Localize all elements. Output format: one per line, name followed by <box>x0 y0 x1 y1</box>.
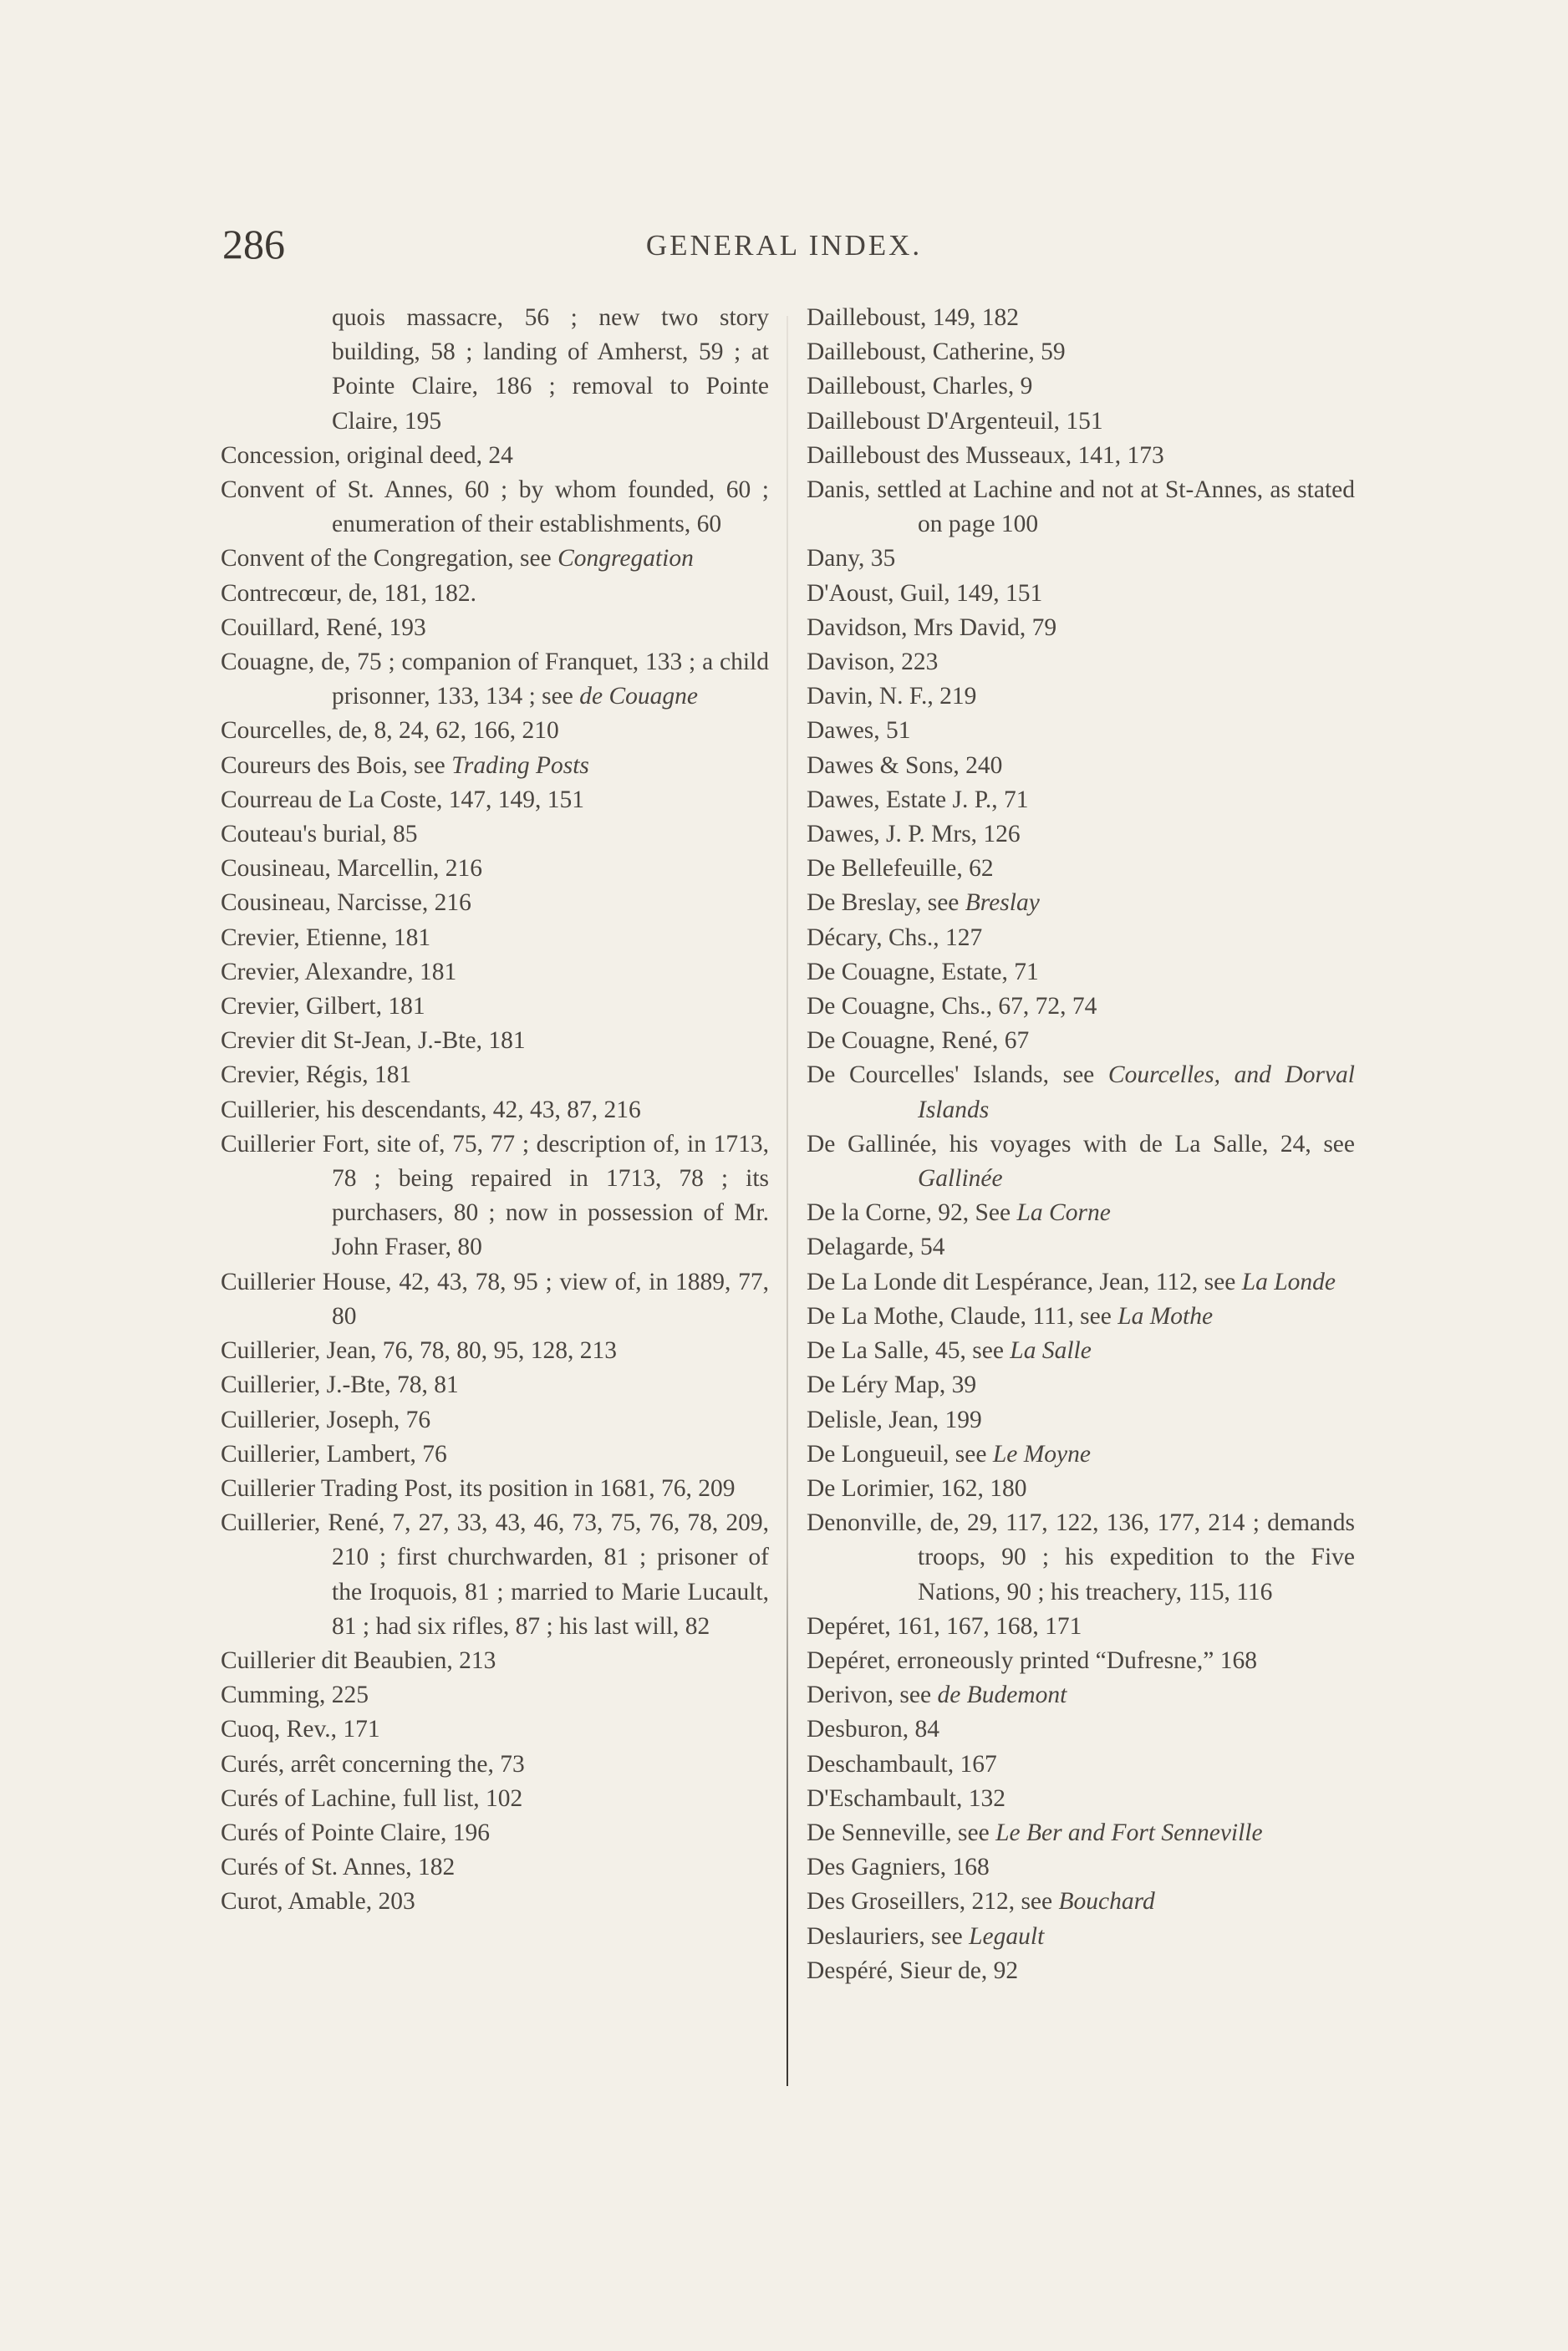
index-entry <box>807 1334 1355 1368</box>
index-entry-text: De Bellefeuille, 62 <box>807 855 994 883</box>
index-entry-text: Dawes, 51 <box>807 717 911 745</box>
index-entry-text: Cuillerier, his descendants, 42, 43, 87, 216 <box>221 1096 641 1123</box>
index-entry-text: Cuillerier, Joseph, 76 <box>221 1406 431 1433</box>
index-entry-text: Cuillerier Trading Post, its position in 1681, 76, 209 <box>221 1474 736 1502</box>
index-entry-text: De Gallinée, his voyages with de La Salle, 24, see <box>807 1130 1355 1158</box>
index-entry <box>221 714 769 748</box>
index-entry <box>221 439 769 473</box>
index-entry <box>807 439 1355 473</box>
index-entry-cross-reference: Breslay <box>965 889 1040 917</box>
index-entry-text: De Couagne, Estate, 71 <box>807 958 1039 985</box>
index-entry <box>221 1816 769 1850</box>
index-entry <box>807 783 1355 817</box>
index-entry-text: Cuillerier, Jean, 76, 78, 80, 95, 128, 213 <box>221 1337 618 1365</box>
index-entry-text: De La Londe dit Lespérance, Jean, 112, see <box>807 1268 1242 1295</box>
index-entry-text: Couillard, René, 193 <box>221 613 426 641</box>
index-entry-text: Curés of St. Annes, 182 <box>221 1854 456 1881</box>
index-entry <box>807 1472 1355 1506</box>
index-entry-cross-reference: Legault <box>969 1922 1045 1950</box>
index-entry-text: Denonville, de, 29, 117, 122, 136, 177, 214 ; demands troops, 90 ; his expedition to the Five Nations, 90 ; his treachery, 115, 116 <box>807 1509 1355 1605</box>
index-entry-text: De La Salle, 45, see <box>807 1337 1011 1365</box>
index-entry-text: Depéret, erroneously printed “Dufresne,” 168 <box>807 1646 1257 1674</box>
index-entry <box>807 1644 1355 1678</box>
index-entry-text: Curés of Pointe Claire, 196 <box>221 1819 490 1846</box>
index-entry-text: De Couagne, Chs., 67, 72, 74 <box>807 993 1097 1020</box>
index-entry <box>807 886 1355 920</box>
index-entry-cross-reference: La Mothe <box>1117 1302 1214 1330</box>
index-entry-text: Cousineau, Narcisse, 216 <box>221 889 471 917</box>
index-entry <box>221 1506 769 1644</box>
index-entry <box>807 301 1355 335</box>
index-entry-text: Dailleboust D'Argenteuil, 151 <box>807 407 1103 435</box>
index-entry-text: Cousineau, Marcellin, 216 <box>221 855 482 883</box>
index-entry-text: De Senneville, see <box>807 1819 996 1846</box>
index-entry-text: Deschambault, 167 <box>807 1750 997 1778</box>
index-entry-text: Dawes, Estate J. P., 71 <box>807 786 1029 813</box>
index-entry-text: Davison, 223 <box>807 649 939 676</box>
index-entry-cross-reference: Gallinée <box>918 1165 1003 1193</box>
index-entry-cross-reference: Courcelles, and Dorval Islands <box>918 1061 1356 1123</box>
index-entry <box>807 335 1355 369</box>
index-entry-text: Deslauriers, see <box>807 1922 970 1950</box>
index-entry-cross-reference: Le Moyne <box>992 1440 1091 1468</box>
index-entry <box>807 1850 1355 1885</box>
index-entry <box>807 1230 1355 1265</box>
index-entry-text: Dailleboust des Musseaux, 141, 173 <box>807 441 1164 469</box>
index-entry <box>221 611 769 645</box>
index-entry <box>221 1885 769 1919</box>
index-entry <box>807 1920 1355 1954</box>
index-entry-text: Contrecœur, de, 181, 182. <box>221 579 477 607</box>
index-entry-text: Dailleboust, 149, 182 <box>807 304 1020 331</box>
index-entry-text: Couteau's burial, 85 <box>221 821 418 848</box>
index-entry-cross-reference: Congregation <box>557 545 694 572</box>
index-entry-text: Curés, arrêt concerning the, 73 <box>221 1750 525 1778</box>
index-entry-text: De Breslay, see <box>807 889 965 917</box>
index-entry <box>221 990 769 1024</box>
index-entry <box>221 852 769 886</box>
index-entry <box>221 1678 769 1712</box>
index-entry-text: Crevier dit St-Jean, J.-Bte, 181 <box>221 1027 526 1055</box>
index-entry <box>221 1748 769 1782</box>
index-entry-text: Cumming, 225 <box>221 1682 369 1709</box>
index-entry <box>221 1334 769 1368</box>
index-entry-text: De Lorimier, 162, 180 <box>807 1474 1027 1502</box>
index-entry <box>807 1438 1355 1472</box>
index-entry <box>221 1850 769 1885</box>
index-entry <box>221 1024 769 1058</box>
index-entry-cross-reference: La Londe <box>1241 1268 1336 1295</box>
index-entry <box>807 1782 1355 1816</box>
index-entry <box>807 714 1355 748</box>
index-entry-text: Crevier, Etienne, 181 <box>221 924 431 951</box>
index-entry <box>807 577 1355 611</box>
index-entry-cross-reference: La Salle <box>1010 1337 1092 1365</box>
index-entry-text: Courcelles, de, 8, 24, 62, 166, 210 <box>221 717 559 745</box>
index-entry-text: De la Corne, 92, See <box>807 1199 1017 1227</box>
index-entry <box>807 542 1355 576</box>
index-entry <box>221 783 769 817</box>
index-entry <box>807 1748 1355 1782</box>
index-entry-cross-reference: La Corne <box>1016 1199 1111 1227</box>
index-entry-text: Dany, 35 <box>807 545 896 572</box>
index-entry-text: De La Mothe, Claude, 111, see <box>807 1302 1118 1330</box>
index-entry-text: Coureurs des Bois, see <box>221 751 452 779</box>
index-entry-cross-reference: de Budemont <box>937 1682 1067 1709</box>
index-entry <box>221 1782 769 1816</box>
index-entry-text: Delagarde, 54 <box>807 1234 945 1261</box>
index-entry-text: Curés of Lachine, full list, 102 <box>221 1784 523 1812</box>
index-entry <box>807 405 1355 439</box>
index-entry-text: quois massacre, 56 ; new two story building, 58 ; landing of Amherst, 59 ; at Pointe Claire, 186 ; removal to Pointe Claire, 195 <box>332 304 769 435</box>
index-entry-text: Davin, N. F., 219 <box>807 683 977 710</box>
index-entry <box>807 611 1355 645</box>
index-entry-text: Convent of St. Annes, 60 ; by whom founded, 60 ; enumeration of their establishments, 60 <box>221 476 769 538</box>
index-entry <box>807 1024 1355 1058</box>
index-entry-text: De Léry Map, 39 <box>807 1371 977 1399</box>
index-column-right <box>807 301 1355 1988</box>
index-entry <box>221 473 769 542</box>
index-entry <box>807 1196 1355 1230</box>
index-entry <box>221 1368 769 1402</box>
index-entry <box>807 1368 1355 1402</box>
index-entry-text: Courreau de La Coste, 147, 149, 151 <box>221 786 585 813</box>
index-entry-cross-reference: Bouchard <box>1058 1888 1155 1916</box>
index-entry <box>221 817 769 852</box>
index-entry <box>807 1610 1355 1644</box>
index-entry <box>221 645 769 714</box>
index-entry-text: Cuillerier Fort, site of, 75, 77 ; description of, in 1713, 78 ; being repaired in 1713, 78 ; its purchasers, 80 ; now in possession of Mr. John Fraser, 80 <box>221 1130 769 1261</box>
index-entry <box>221 955 769 990</box>
index-entry <box>221 1403 769 1438</box>
index-entry <box>221 886 769 920</box>
index-entry <box>221 1058 769 1092</box>
index-entry <box>807 1058 1355 1127</box>
index-entry-text: D'Aoust, Guil, 149, 151 <box>807 579 1043 607</box>
index-entry-text: Curot, Amable, 203 <box>221 1888 415 1916</box>
index-entry <box>221 1644 769 1678</box>
index-entry <box>807 1954 1355 1988</box>
index-entry-text: Concession, original deed, 24 <box>221 441 513 469</box>
index-entry-text: Depéret, 161, 167, 168, 171 <box>807 1612 1082 1640</box>
index-entry-text: Davidson, Mrs David, 79 <box>807 613 1057 641</box>
index-entry-text: Dailleboust, Charles, 9 <box>807 373 1033 400</box>
index-entry-text: Despéré, Sieur de, 92 <box>807 1957 1019 1984</box>
index-entry <box>221 1127 769 1265</box>
index-entry <box>807 749 1355 783</box>
index-entry-text: Cuoq, Rev., 171 <box>221 1716 380 1743</box>
index-entry-cross-reference: Trading Posts <box>451 751 589 779</box>
index-entry-text: Dawes, J. P. Mrs, 126 <box>807 821 1021 848</box>
index-entry <box>807 1506 1355 1610</box>
index-entry-text: Crevier, Régis, 181 <box>221 1061 412 1089</box>
index-entry-text: Dawes & Sons, 240 <box>807 751 1003 779</box>
index-entry-cross-reference: de Couagne <box>579 683 698 710</box>
column-rule <box>787 316 788 2086</box>
index-column-left <box>221 301 769 1920</box>
index-entry <box>807 1403 1355 1438</box>
index-entry-text: Cuillerier, René, 7, 27, 33, 43, 46, 73, 75, 76, 78, 209, 210 ; first churchwarden, 81 ; prisoner of the Iroquois, 81 ; married to Marie Lucault, 81 ; had six rifles, 87 ; his last will, 82 <box>221 1509 769 1640</box>
index-entry-text: Delisle, Jean, 199 <box>807 1406 982 1433</box>
running-head: GENERAL INDEX. <box>645 229 923 262</box>
index-entry <box>807 817 1355 852</box>
index-entry <box>807 990 1355 1024</box>
index-entry-text: Des Gagniers, 168 <box>807 1854 990 1881</box>
index-entry <box>221 1265 769 1334</box>
index-entry <box>807 852 1355 886</box>
index-entry <box>221 749 769 783</box>
index-entry <box>221 301 769 439</box>
index-entry <box>221 1438 769 1472</box>
index-entry-text: Desburon, 84 <box>807 1716 939 1743</box>
index-entry-text: Crevier, Alexandre, 181 <box>221 958 457 985</box>
index-entry <box>807 1712 1355 1747</box>
index-entry-text: Cuillerier House, 42, 43, 78, 95 ; view of, in 1889, 77, 80 <box>221 1268 769 1330</box>
index-entry-text: De Courcelles' Islands, see <box>807 1061 1108 1089</box>
index-entry-text: Couagne, de, 75 ; companion of Franquet, 133 ; a child prisonner, 133, 134 ; see <box>221 649 769 710</box>
index-entry-text: De Longueuil, see <box>807 1440 993 1468</box>
index-entry-text: Des Groseillers, 212, see <box>807 1888 1059 1916</box>
index-entry <box>807 1127 1355 1196</box>
index-entry <box>221 1093 769 1127</box>
index-entry-text: D'Eschambault, 132 <box>807 1784 1005 1812</box>
index-entry <box>221 577 769 611</box>
index-entry <box>807 1816 1355 1850</box>
index-entry <box>807 955 1355 990</box>
index-entry <box>221 542 769 576</box>
index-entry <box>807 645 1355 679</box>
index-entry-text: Dailleboust, Catherine, 59 <box>807 338 1066 366</box>
index-entry-text: Danis, settled at Lachine and not at St-Annes, as stated on page 100 <box>807 476 1355 538</box>
index-entry <box>221 921 769 955</box>
index-entry-text: Décary, Chs., 127 <box>807 924 983 951</box>
page-number: 286 <box>222 221 285 267</box>
index-entry <box>807 921 1355 955</box>
index-entry <box>807 679 1355 714</box>
index-entry <box>807 473 1355 542</box>
index-entry <box>221 1712 769 1747</box>
index-entry-text: Convent of the Congregation, see <box>221 545 558 572</box>
index-entry <box>807 1885 1355 1919</box>
index-entry-text: Crevier, Gilbert, 181 <box>221 993 425 1020</box>
index-entry <box>807 369 1355 404</box>
index-entry-text: Cuillerier, Lambert, 76 <box>221 1440 447 1468</box>
index-entry-text: Cuillerier dit Beaubien, 213 <box>221 1646 496 1674</box>
index-entry <box>221 1472 769 1506</box>
index-entry-text: Derivon, see <box>807 1682 938 1709</box>
index-entry <box>807 1265 1355 1300</box>
index-entry <box>807 1300 1355 1334</box>
index-entry <box>807 1678 1355 1712</box>
index-entry-cross-reference: Le Ber and Fort Senneville <box>995 1819 1263 1846</box>
index-entry-text: De Couagne, René, 67 <box>807 1027 1030 1055</box>
index-entry-text: Cuillerier, J.-Bte, 78, 81 <box>221 1371 459 1399</box>
